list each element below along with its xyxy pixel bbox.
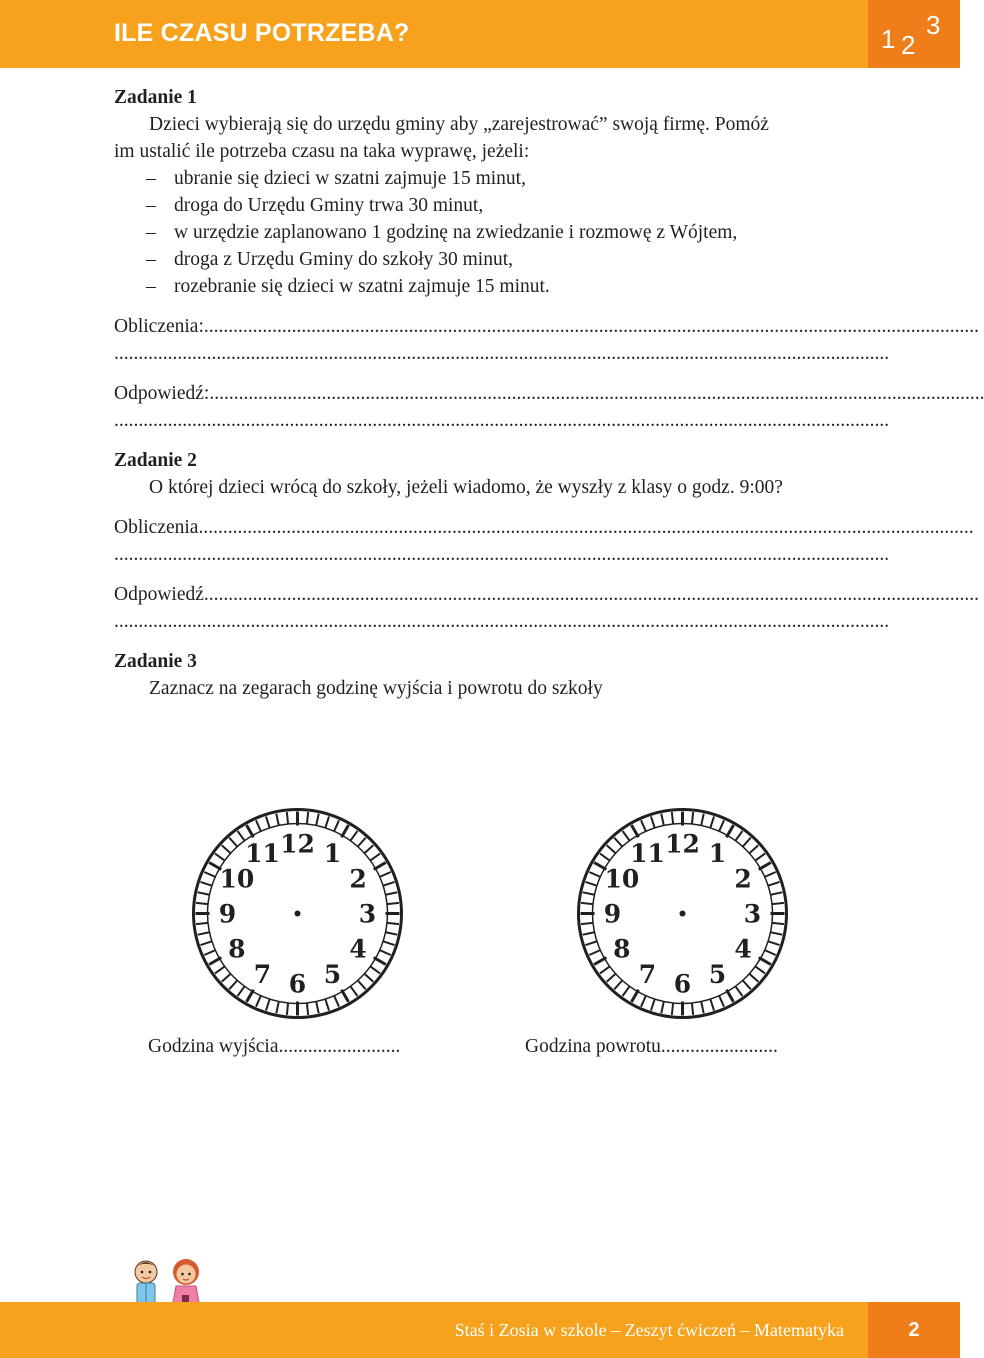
dotted-line: ............................................................................................................................................................... <box>114 343 890 364</box>
departure-time-field[interactable]: Godzina wyjścia......................... <box>148 1036 401 1057</box>
minute-tick <box>287 812 288 824</box>
task2-answer-line[interactable] <box>114 581 980 608</box>
clock-number: 9 <box>218 899 237 929</box>
task2-answer-line-2[interactable] <box>114 608 890 635</box>
task1-heading: Zadanie 1 <box>114 87 197 108</box>
answer-label: Odpowiedź <box>114 584 204 605</box>
clock-number: 9 <box>603 899 622 929</box>
task1-item: – droga z Urzędu Gminy do szkoły 30 minut, <box>114 246 874 273</box>
page-number: 2 <box>868 1302 960 1358</box>
clock-number: 5 <box>708 960 727 990</box>
clock-center-dot <box>295 911 301 917</box>
task1-item: – droga do Urzędu Gminy trwa 30 minut, <box>114 192 874 219</box>
task1-calculations-line-2[interactable] <box>114 340 890 367</box>
clock-number: 11 <box>245 838 280 868</box>
dotted-line: ............................................................................................................................................................... <box>203 584 980 605</box>
minute-tick <box>387 923 399 924</box>
minute-tick <box>692 1003 693 1015</box>
minute-tick <box>581 903 593 904</box>
minute-tick <box>672 1003 673 1015</box>
clocks-area <box>0 806 960 1021</box>
clock-number: 3 <box>743 899 762 929</box>
task2-heading: Zadanie 2 <box>114 450 197 471</box>
task2-calculations-line[interactable] <box>114 514 974 541</box>
page-footer <box>0 1302 960 1358</box>
minute-tick <box>692 812 693 824</box>
task3-instruction: Zaznacz na zegarach godzinę wyjścia i powrotu do szkoły <box>149 678 603 699</box>
task1-item: – rozebranie się dzieci w szatni zajmuje 15 minut. <box>114 273 874 300</box>
clock-number: 11 <box>630 838 665 868</box>
logo-digit-3: 3 <box>926 10 941 40</box>
dotted-line: ............................................................................................................................................................... <box>114 611 890 632</box>
clock-number: 1 <box>708 838 727 868</box>
clock-number: 2 <box>349 864 367 894</box>
task1-answer-line-2[interactable] <box>114 407 890 434</box>
minute-tick <box>672 812 673 824</box>
minute-tick <box>772 903 784 904</box>
clock-number: 2 <box>734 864 752 894</box>
task2-calculations-line-2[interactable] <box>114 541 890 568</box>
worksheet-content <box>114 84 984 702</box>
return-time-field[interactable]: Godzina powrotu........................ <box>525 1036 778 1057</box>
answer-label: Odpowiedź: <box>114 383 210 404</box>
task3-heading: Zadanie 3 <box>114 651 197 672</box>
clock-number: 3 <box>358 899 377 929</box>
footer-series-title: Staś i Zosia w szkole – Zeszyt ćwiczeń – Matematyka <box>454 1320 844 1340</box>
task1-calculations-line[interactable] <box>114 313 979 340</box>
task1-item: – w urzędzie zaplanowano 1 godzinę na zwiedzanie i rozmowę z Wójtem, <box>114 219 874 246</box>
clock-number: 12 <box>280 829 315 859</box>
return-clock-face[interactable] <box>575 806 790 1021</box>
task1-intro-line1: Dzieci wybierają się do urzędu gminy aby „zarejestrować” swoją firmę. Pomóż <box>149 114 769 135</box>
dotted-line: ............................................................................................................................................................... <box>203 316 979 337</box>
page-header <box>0 0 960 68</box>
minute-tick <box>581 923 593 924</box>
dotted-line: ............................................................................................................................................................... <box>114 410 890 431</box>
page-title: ILE CZASU POTRZEBA? <box>114 19 410 47</box>
clock-number: 10 <box>604 864 640 894</box>
clock-number: 8 <box>228 934 246 964</box>
task1-answer-line[interactable] <box>114 380 984 407</box>
clock-number: 4 <box>734 934 752 964</box>
clock-number: 5 <box>323 960 342 990</box>
clock-center-dot <box>680 911 686 917</box>
numbers-logo <box>868 0 960 68</box>
dotted-line: ............................................................................................................................................................... <box>198 517 974 538</box>
clock-number: 10 <box>219 864 255 894</box>
task1-intro-line2: im ustalić ile potrzeba czasu na taka wyprawę, jeżeli: <box>114 141 530 162</box>
clock-number: 7 <box>638 960 657 990</box>
logo-digit-2: 2 <box>901 30 916 60</box>
minute-tick <box>307 1003 308 1015</box>
minute-tick <box>772 923 784 924</box>
calc-label: Obliczenia <box>114 517 199 538</box>
calc-label: Obliczenia: <box>114 316 204 337</box>
minute-tick <box>387 903 399 904</box>
dotted-line: ............................................................................................................................................................... <box>209 383 984 404</box>
task2-question: O której dzieci wrócą do szkoły, jeżeli wiadomo, że wyszły z klasy o godz. 9:00? <box>149 477 783 498</box>
dotted-line: ............................................................................................................................................................... <box>114 544 890 565</box>
minute-tick <box>196 903 208 904</box>
minute-tick <box>196 923 208 924</box>
clock-number: 4 <box>349 934 367 964</box>
minute-tick <box>287 1003 288 1015</box>
clock-number: 8 <box>613 934 631 964</box>
task1-item: – ubranie się dzieci w szatni zajmuje 15 minut, <box>114 165 874 192</box>
logo-digit-1: 1 <box>881 24 896 54</box>
minute-tick <box>307 812 308 824</box>
clock-number: 12 <box>665 829 700 859</box>
clock-number: 1 <box>323 838 342 868</box>
clock-number: 6 <box>288 969 307 999</box>
departure-clock-face[interactable] <box>190 806 405 1021</box>
clock-number: 6 <box>673 969 692 999</box>
clock-number: 7 <box>253 960 272 990</box>
